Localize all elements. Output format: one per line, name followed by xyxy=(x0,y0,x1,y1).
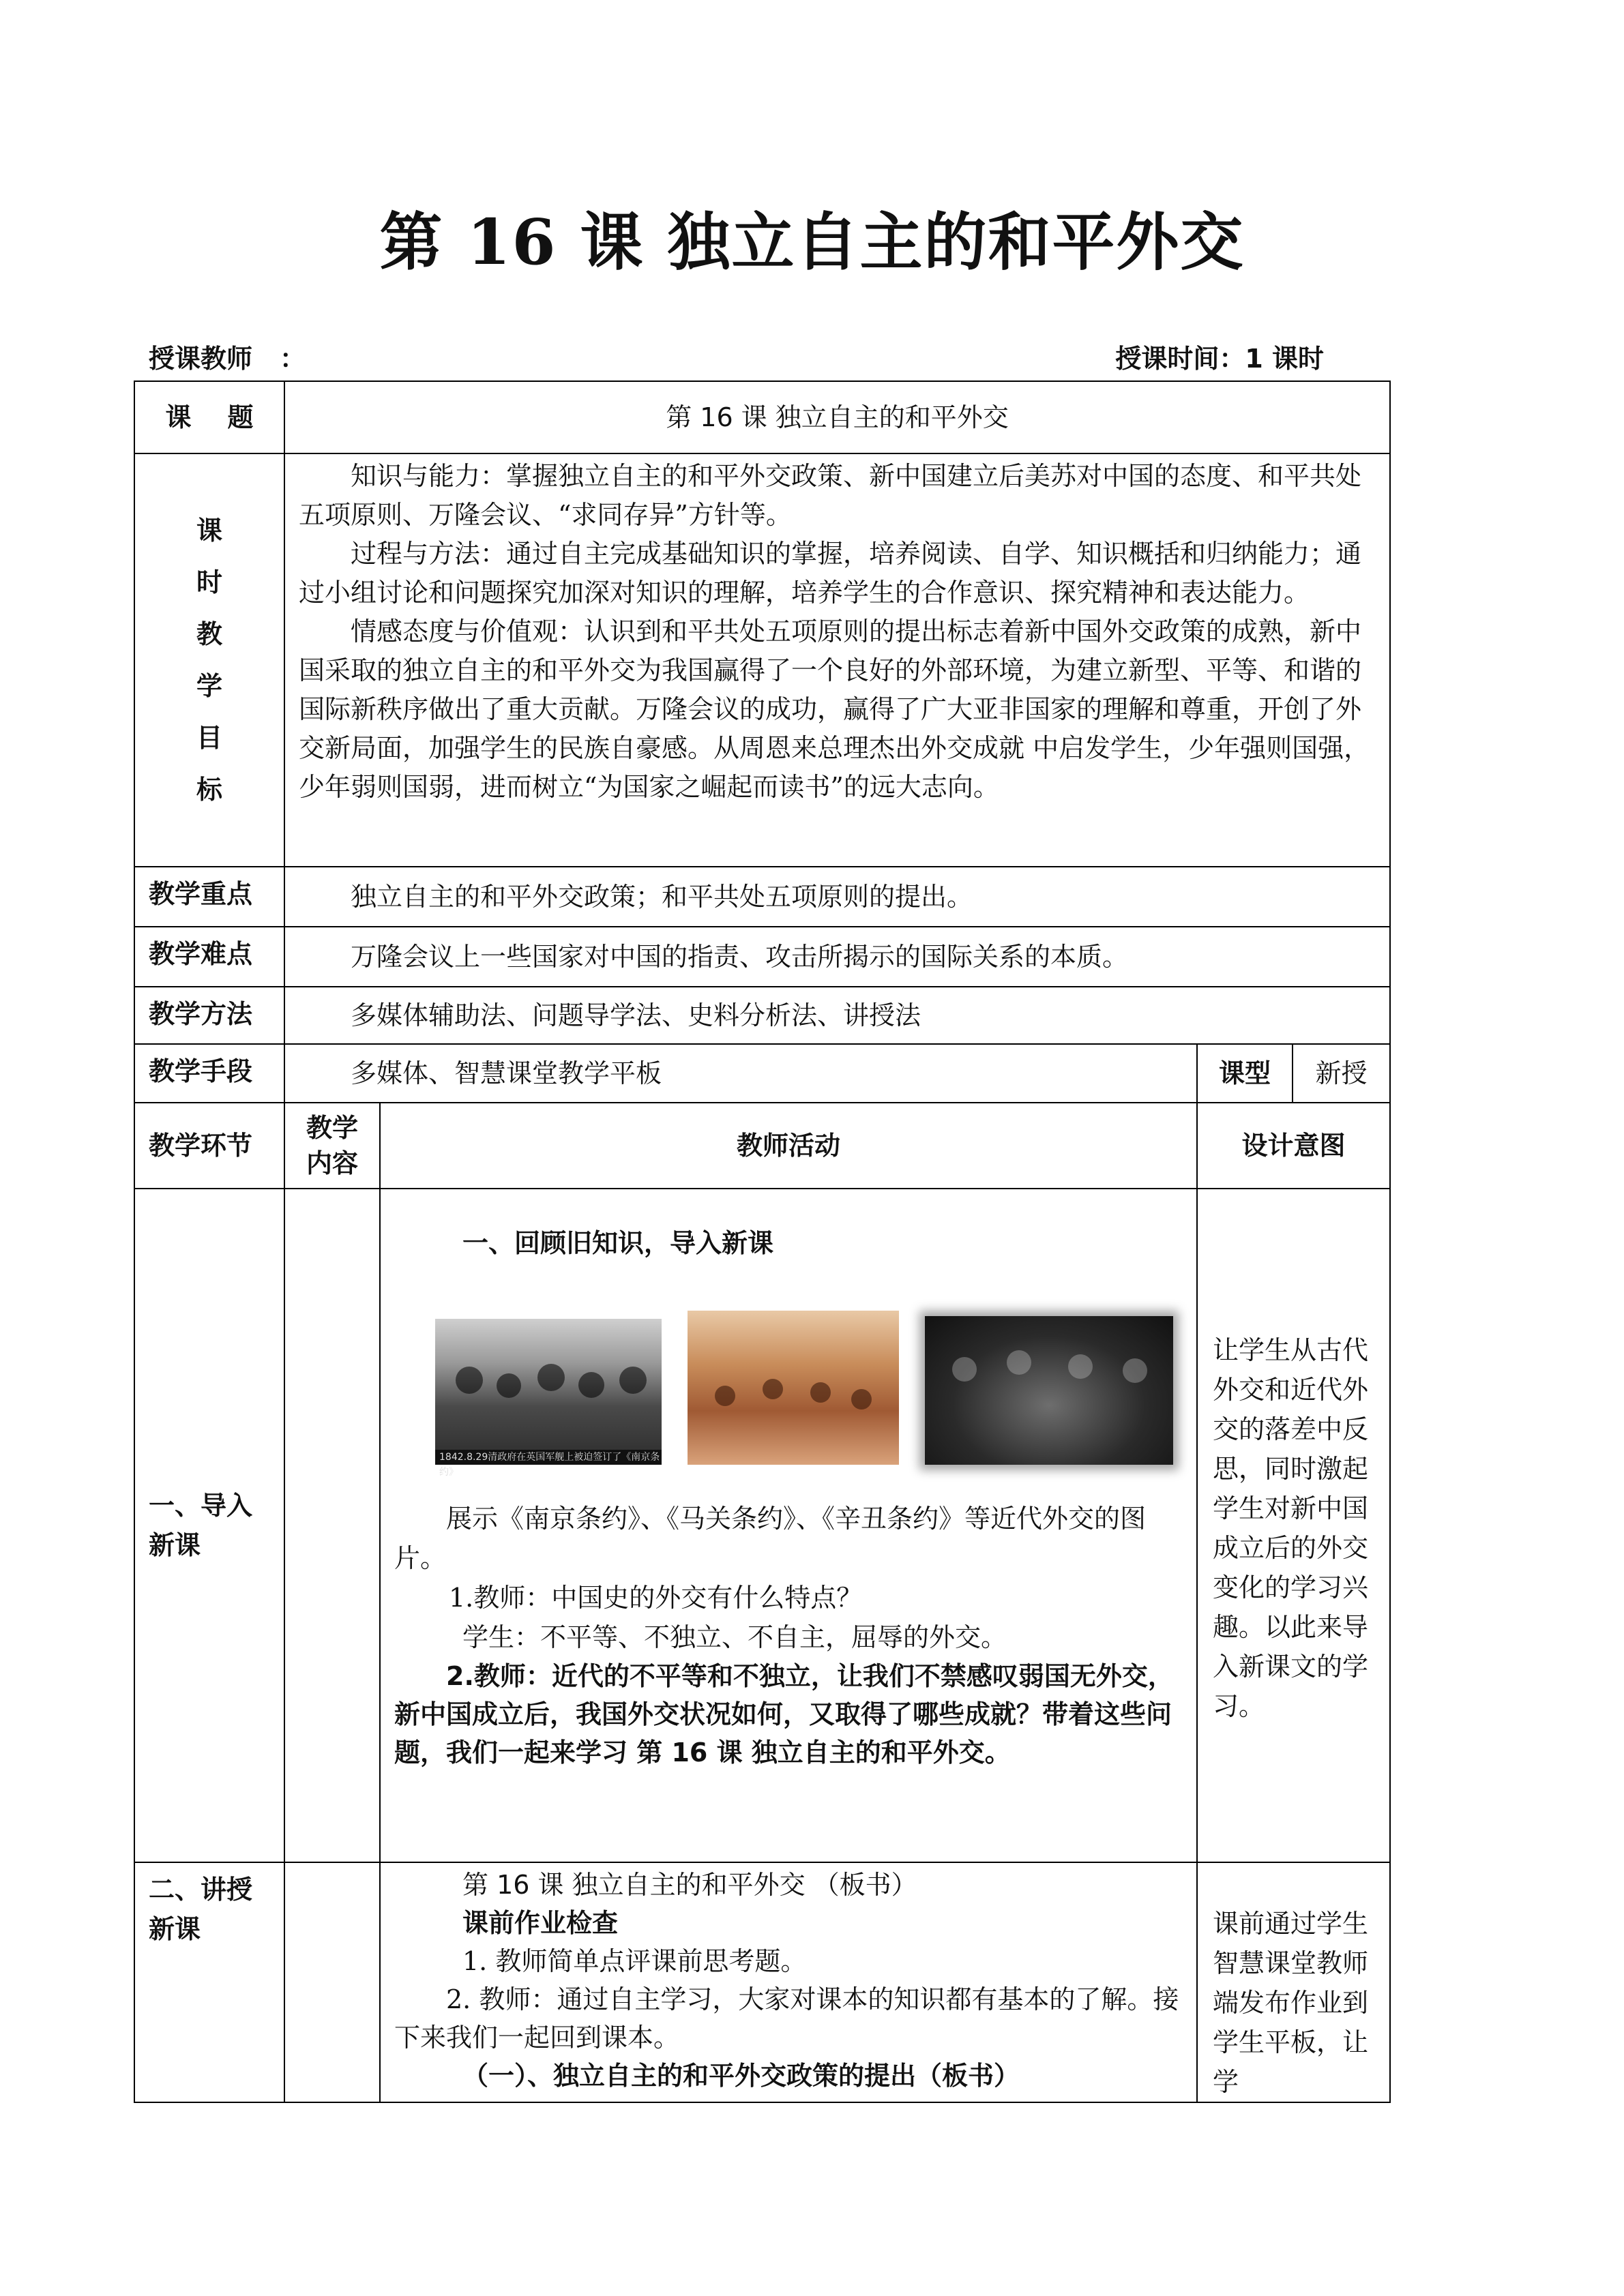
means-row xyxy=(134,1044,1390,1103)
goals-label-char: 学 xyxy=(196,671,223,701)
stage1-q2-text: 教师：近代的不平等和不独立，让我们不禁感叹弱国无外交，新中国成立后，我国外交状况如何，又取得了哪些成就？带着这些问题，我们一起来学习 第 16 课 独立自主的和平外交。 xyxy=(394,1661,1174,1768)
means-value: 多媒体、智慧课堂教学平板 xyxy=(351,1058,662,1088)
photo-caption: 1842.8.29清政府在英国军舰上被迫签订了《南京条约》 xyxy=(435,1450,662,1465)
topic-row xyxy=(134,381,1390,453)
stage2-line3: 1. 教师简单点评课前思考题。 xyxy=(462,1946,807,1976)
teacher-colon: ： xyxy=(280,344,306,374)
document-title: 第 16 课 独立自主的和平外交 xyxy=(379,205,1245,279)
stage2-content xyxy=(284,1862,380,2102)
stage2-line5: （一）、独立自主的和平外交政策的提出（板书） xyxy=(462,2061,1020,2091)
header-row xyxy=(134,1103,1390,1189)
shimonoseki-treaty-photo xyxy=(688,1311,899,1465)
header-stage: 教学环节 xyxy=(134,1103,284,1189)
goal-process: 过程与方法：通过自主完成基础知识的掌握，培养阅读、自学、知识概括和归纳能力；通过小组讨论和问题探究加深对知识的理解，培养学生的合作意识、探究精神和表达能力。 xyxy=(299,539,1362,608)
stage2-intent: 课前通过学生智慧课堂教师端发布作业到学生平板，让学 xyxy=(1197,1862,1390,2102)
goals-row xyxy=(134,453,1390,867)
header-content: 教学 内容 xyxy=(284,1103,380,1189)
goals-text xyxy=(284,453,1390,867)
means-cell xyxy=(284,1044,1197,1103)
stage1-row xyxy=(134,1189,1390,1862)
goals-label xyxy=(134,453,284,867)
methods-label: 教学方法 xyxy=(134,987,284,1044)
goal-emotion: 情感态度与价值观：认识到和平共处五项原则的提出标志着新中国外交政策的成熟，新中国采取的独立自主的和平外交为我国赢得了一个良好的外部环境，为建立新型、平等、和谐的国际新秩序做出了重大贡献。万隆会议的成功，赢得了广大亚非国家的理解和尊重，开创了外交新局面，加强学生的民族自豪感。从周恩来总理杰出外交成就 中启发学生，少年强则国强，少年弱则国弱，进而树立“为国家之崛起而读书”的远大志向。 xyxy=(299,616,1370,802)
stage2-line4: 2. 教师：通过自主学习，大家对课本的知识都有基本的了解。接下来我们一起回到课本。 xyxy=(394,1984,1179,2053)
methods-cell xyxy=(284,987,1390,1044)
means-label: 教学手段 xyxy=(134,1044,284,1103)
difficulties-label: 教学难点 xyxy=(134,927,284,987)
stage1-a1: 学生：不平等、不独立、不自主，屈辱的外交。 xyxy=(462,1622,1007,1652)
methods-row xyxy=(134,987,1390,1044)
stage2-line2: 课前作业检查 xyxy=(462,1908,619,1938)
lesson-type-label: 课型 xyxy=(1197,1044,1293,1103)
key-points-value: 独立自主的和平外交政策；和平共处五项原则的提出。 xyxy=(351,882,973,912)
nanjing-treaty-photo xyxy=(435,1319,662,1478)
goals-label-char: 课 xyxy=(196,516,223,546)
stage1-q1: 1.教师：中国史的外交有什么特点？ xyxy=(449,1583,863,1613)
goals-label-char: 时 xyxy=(196,567,223,597)
stage2-row xyxy=(134,1862,1390,2102)
stage1-intent: 让学生从古代外交和近代外交的落差中反思，同时激起学生对新中国成立后的外交变化的学习兴趣。以此来导入新课文的学习。 xyxy=(1197,1189,1390,1862)
historic-photos xyxy=(435,1311,1183,1478)
stage1-activity xyxy=(380,1189,1197,1862)
goals-label-char: 教 xyxy=(196,619,223,649)
stage1-para1: 展示《南京条约》、《马关条约》、《辛丑条约》等近代外交的图片。 xyxy=(394,1504,1147,1573)
goals-label-char: 目 xyxy=(196,723,223,753)
stage2-line1: 第 16 课 独立自主的和平外交 （板书） xyxy=(462,1870,917,1900)
goals-label-char: 标 xyxy=(196,775,223,805)
difficulties-cell xyxy=(284,927,1390,987)
stage1-content xyxy=(284,1189,380,1862)
header-intent: 设计意图 xyxy=(1197,1103,1390,1189)
stage1-heading: 一、回顾旧知识，导入新课 xyxy=(462,1228,774,1258)
stage1-label: 一、导入 新课 xyxy=(134,1189,284,1862)
key-points-label: 教学重点 xyxy=(134,867,284,927)
lesson-type-value: 新授 xyxy=(1293,1044,1390,1103)
class-time: 授课时间：1 课时 xyxy=(1115,344,1324,374)
stage1-q2 xyxy=(394,1657,1183,1772)
topic-label: 课 题 xyxy=(134,381,284,453)
key-points-cell xyxy=(284,867,1390,927)
difficulties-value: 万隆会议上一些国家对中国的指责、攻击所揭示的国际关系的本质。 xyxy=(351,942,1129,972)
stage2-label: 二、讲授 新课 xyxy=(134,1862,284,2102)
stage2-activity xyxy=(380,1862,1197,2102)
methods-value: 多媒体辅助法、问题导学法、史料分析法、讲授法 xyxy=(351,1000,921,1030)
goals-label-chars xyxy=(196,505,222,816)
goal-knowledge: 知识与能力：掌握独立自主的和平外交政策、新中国建立后美苏对中国的态度、和平共处五项原则、万隆会议、“求同存异”方针等。 xyxy=(299,461,1362,530)
teacher-line xyxy=(149,338,306,375)
stage1-q2-num: 2. xyxy=(446,1661,474,1691)
topic-value: 第 16 课 独立自主的和平外交 xyxy=(284,381,1390,453)
key-points-row xyxy=(134,867,1390,927)
difficulties-row xyxy=(134,927,1390,987)
lesson-plan-table xyxy=(134,381,1391,2103)
boxer-protocol-photo xyxy=(925,1316,1173,1465)
header-activity: 教师活动 xyxy=(380,1103,1197,1189)
teacher-label: 授课教师 xyxy=(149,344,253,374)
